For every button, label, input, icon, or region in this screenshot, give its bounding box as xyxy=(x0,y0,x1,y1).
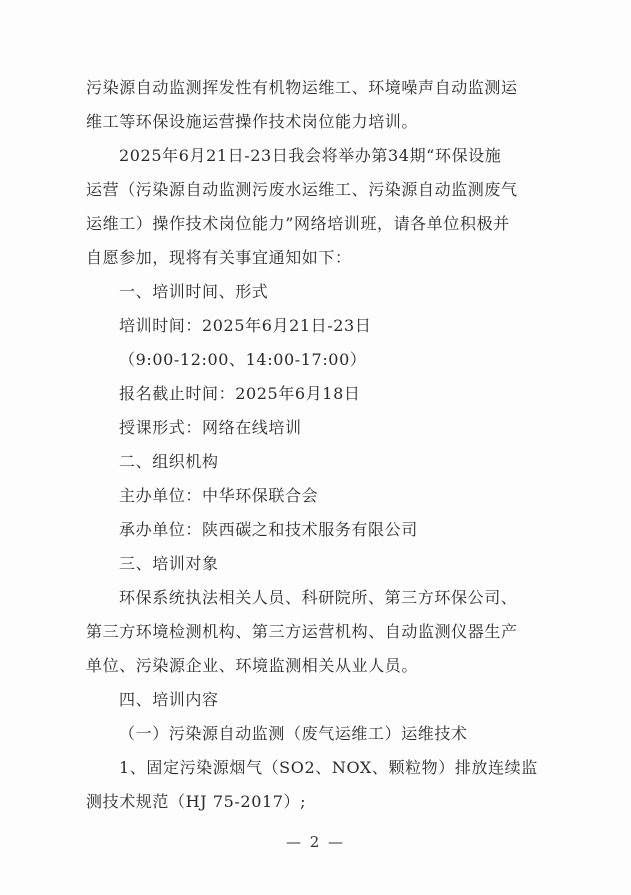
training-hours: （9:00-12:00、14:00-17:00） xyxy=(119,350,367,369)
co-organizer: 承办单位：陕西碳之和技术服务有限公司 xyxy=(119,520,418,539)
organizer: 主办单位：中华环保联合会 xyxy=(119,486,319,505)
content-item-1-line-1: 1、固定污染源烟气（SO2、NOX、颗粒物）排放连续监 xyxy=(119,758,538,777)
section-heading-2: 二、组织机构 xyxy=(119,452,219,471)
section-heading-1: 一、培训时间、形式 xyxy=(119,282,269,301)
page-number: — 2 — xyxy=(285,833,346,851)
audience-line-3: 单位、污染源企业、环境监测相关从业人员。 xyxy=(86,656,419,675)
body-line-6: 自愿参加，现将有关事宜通知如下： xyxy=(86,248,352,267)
content-item-1-line-2: 测技术规范（HJ 75-2017）; xyxy=(86,792,307,811)
section-heading-3: 三、培训对象 xyxy=(119,554,219,573)
teaching-format: 授课形式：网络在线培训 xyxy=(119,418,302,437)
body-line-2: 维工等环保设施运营操作技术岗位能力培训。 xyxy=(86,112,419,131)
body-line-1: 污染源自动监测挥发性有机物运维工、环境噪声自动监测运 xyxy=(86,78,518,97)
audience-line-2: 第三方环境检测机构、第三方运营机构、自动监测仪器生产 xyxy=(86,622,518,641)
audience-line-1: 环保系统执法相关人员、科研院所、第三方环保公司、 xyxy=(119,588,518,607)
section-heading-4: 四、培训内容 xyxy=(119,690,219,709)
subsection-heading-1: （一）污染源自动监测（废气运维工）运维技术 xyxy=(119,724,468,743)
training-time: 培训时间：2025年6月21日-23日 xyxy=(119,316,372,335)
body-line-4: 运营（污染源自动监测污废水运维工、污染源自动监测废气 xyxy=(86,180,518,199)
body-line-3: 2025年6月21日-23日我会将举办第34期“环保设施 xyxy=(119,146,502,165)
body-line-5: 运维工）操作技术岗位能力”网络培训班，请各单位积极并 xyxy=(86,214,510,233)
registration-deadline: 报名截止时间：2025年6月18日 xyxy=(119,384,361,403)
